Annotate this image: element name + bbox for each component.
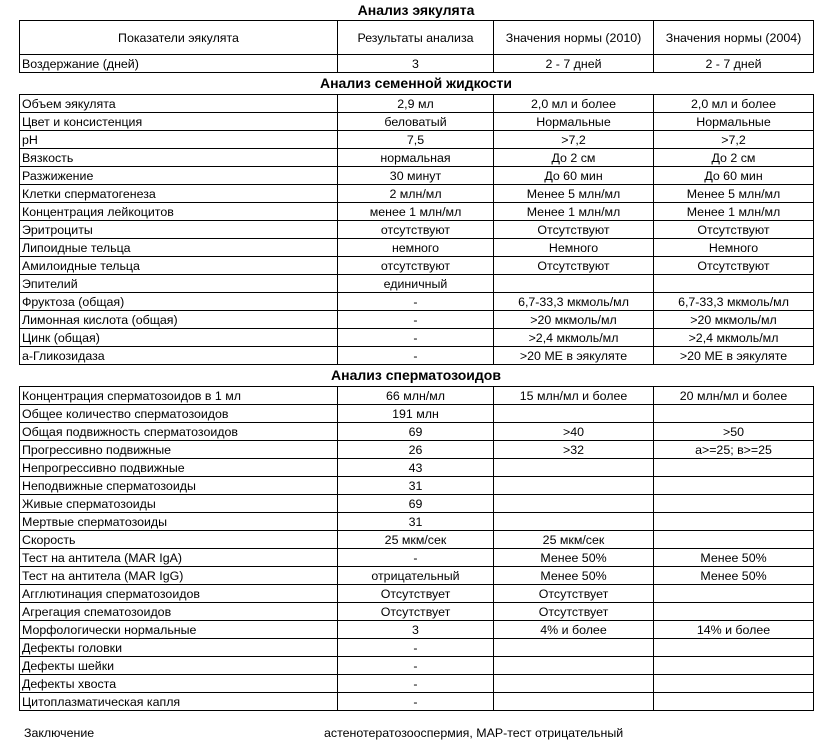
table-row (20, 203, 814, 221)
row-norm-2004: Нормальные (654, 113, 814, 131)
row-label: а-Гликозидаза (20, 347, 338, 365)
row-result: Отсутствует (338, 585, 494, 603)
row-label: Агрегация спематозоидов (20, 603, 338, 621)
row-norm-2010: До 2 см (494, 149, 654, 167)
row-norm-2004: Отсутствуют (654, 221, 814, 239)
row-norm-2004 (654, 639, 814, 657)
row-result: 2 млн/мл (338, 185, 494, 203)
row-norm-2004: Менее 5 млн/мл (654, 185, 814, 203)
row-label: Прогрессивно подвижные (20, 441, 338, 459)
section-title-seminal-fluid: Анализ семенной жидкости (319, 75, 513, 91)
row-norm-2010: >20 мкмоль/мл (494, 311, 654, 329)
table-row (20, 347, 814, 365)
header-norm-2010: Значения нормы (2010) (494, 21, 654, 55)
row-norm-2004 (654, 477, 814, 495)
table-row (20, 621, 814, 639)
row-norm-2010 (494, 495, 654, 513)
row-norm-2004: 6,7-33,3 мкмоль/мл (654, 293, 814, 311)
table-row (20, 311, 814, 329)
row-result: беловатый (338, 113, 494, 131)
row-norm-2004 (654, 693, 814, 711)
table-header-row (20, 21, 814, 55)
row-norm-2004: >2,4 мкмоль/мл (654, 329, 814, 347)
row-norm-2010: Отсутствуют (494, 221, 654, 239)
row-label: Тест на антитела (MAR IgG) (20, 567, 338, 585)
row-norm-2010: Менее 1 млн/мл (494, 203, 654, 221)
row-norm-2010: 2 - 7 дней (494, 55, 654, 73)
row-norm-2004: Немного (654, 239, 814, 257)
row-norm-2010 (494, 639, 654, 657)
row-label: Мертвые сперматозоиды (20, 513, 338, 531)
table-row (20, 405, 814, 423)
row-result: отрицательный (338, 567, 494, 585)
row-norm-2004: >20 МЕ в эякуляте (654, 347, 814, 365)
row-result: 25 мкм/сек (338, 531, 494, 549)
row-norm-2010: Менее 5 млн/мл (494, 185, 654, 203)
row-label: Морфологически нормальные (20, 621, 338, 639)
row-label: Дефекты шейки (20, 657, 338, 675)
table-row (20, 513, 814, 531)
row-norm-2004: До 60 мин (654, 167, 814, 185)
row-result: 2,9 мл (338, 95, 494, 113)
table-row (20, 675, 814, 693)
row-norm-2004: Отсутствуют (654, 257, 814, 275)
row-norm-2004: До 2 см (654, 149, 814, 167)
table-row (20, 185, 814, 203)
row-label: Эритроциты (20, 221, 338, 239)
row-norm-2004 (654, 275, 814, 293)
row-result: отсутствуют (338, 221, 494, 239)
table-row (20, 657, 814, 675)
table-row (20, 275, 814, 293)
row-norm-2010: >2,4 мкмоль/мл (494, 329, 654, 347)
row-label: Фруктоза (общая) (20, 293, 338, 311)
row-label: Концентрация сперматозоидов в 1 мл (20, 387, 338, 405)
conclusion-value: астенотератозооспермия, МАР-тест отрицательный (324, 726, 624, 740)
row-norm-2010 (494, 513, 654, 531)
table-row (20, 459, 814, 477)
table-row (20, 477, 814, 495)
row-norm-2004: 2,0 мл и более (654, 95, 814, 113)
row-norm-2010: >20 МЕ в эякуляте (494, 347, 654, 365)
row-result: 191 млн (338, 405, 494, 423)
table-row (20, 239, 814, 257)
section-title-sperm: Анализ сперматозоидов (331, 367, 501, 383)
row-label: Тест на антитела (MAR IgA) (20, 549, 338, 567)
row-label: Липоидные тельца (20, 239, 338, 257)
row-norm-2010 (494, 675, 654, 693)
row-label: Концентрация лейкоцитов (20, 203, 338, 221)
table-row (20, 293, 814, 311)
table-row (20, 423, 814, 441)
row-label: Цвет и консистенция (20, 113, 338, 131)
table-row (20, 329, 814, 347)
row-result: 3 (338, 55, 494, 73)
table-row (20, 567, 814, 585)
table-row (20, 441, 814, 459)
row-norm-2010: Отсутствуют (494, 257, 654, 275)
row-label: Скорость (20, 531, 338, 549)
row-result: 43 (338, 459, 494, 477)
row-norm-2004: >7,2 (654, 131, 814, 149)
row-label: Объем эякулята (20, 95, 338, 113)
table-row (20, 639, 814, 657)
row-norm-2010 (494, 657, 654, 675)
table-row (20, 131, 814, 149)
row-result: - (338, 293, 494, 311)
table-row (20, 387, 814, 405)
table-row (20, 603, 814, 621)
table-row (20, 693, 814, 711)
row-norm-2004: Менее 50% (654, 567, 814, 585)
row-norm-2010: До 60 мин (494, 167, 654, 185)
row-norm-2004: 14% и более (654, 621, 814, 639)
row-result: - (338, 329, 494, 347)
row-norm-2010: 25 мкм/сек (494, 531, 654, 549)
row-norm-2010: Нормальные (494, 113, 654, 131)
table-row (20, 257, 814, 275)
row-norm-2004: Менее 50% (654, 549, 814, 567)
row-norm-2004 (654, 603, 814, 621)
row-label: Цитоплазматическая капля (20, 693, 338, 711)
row-result: - (338, 311, 494, 329)
row-norm-2004 (654, 675, 814, 693)
row-result: 26 (338, 441, 494, 459)
row-norm-2004 (654, 531, 814, 549)
row-norm-2010: Немного (494, 239, 654, 257)
row-result: 30 минут (338, 167, 494, 185)
row-label: Дефекты хвоста (20, 675, 338, 693)
row-label: Общее количество сперматозоидов (20, 405, 338, 423)
row-norm-2010 (494, 405, 654, 423)
seminal-fluid-table (19, 94, 814, 365)
row-norm-2010: >32 (494, 441, 654, 459)
row-label: Эпителий (20, 275, 338, 293)
row-norm-2010: >40 (494, 423, 654, 441)
table-row (20, 167, 814, 185)
row-result: менее 1 млн/мл (338, 203, 494, 221)
row-norm-2004: >50 (654, 423, 814, 441)
row-label: Агглютинация сперматозоидов (20, 585, 338, 603)
row-norm-2010: Отсутствует (494, 585, 654, 603)
row-result: 31 (338, 477, 494, 495)
row-norm-2010: 6,7-33,3 мкмоль/мл (494, 293, 654, 311)
row-norm-2010: Отсутствует (494, 603, 654, 621)
row-label: Общая подвижность сперматозоидов (20, 423, 338, 441)
row-result: - (338, 693, 494, 711)
conclusion-label: Заключение (24, 726, 95, 740)
row-norm-2004 (654, 459, 814, 477)
row-label: Живые сперматозоиды (20, 495, 338, 513)
row-norm-2010 (494, 477, 654, 495)
row-norm-2010: 4% и более (494, 621, 654, 639)
header-results: Результаты анализа (338, 21, 494, 55)
row-norm-2004: a>=25; в>=25 (654, 441, 814, 459)
row-norm-2010: Менее 50% (494, 549, 654, 567)
row-result: Отсутствует (338, 603, 494, 621)
row-norm-2004 (654, 585, 814, 603)
row-label: Воздержание (дней) (20, 55, 338, 73)
row-result: 31 (338, 513, 494, 531)
row-norm-2010: Менее 50% (494, 567, 654, 585)
table-row (20, 113, 814, 131)
row-label: Неподвижные сперматозоиды (20, 477, 338, 495)
report-title: Анализ эякулята (357, 2, 475, 18)
table-row (20, 221, 814, 239)
row-label: Непрогрессивно подвижные (20, 459, 338, 477)
header-table (19, 20, 814, 73)
row-norm-2004: 20 млн/мл и более (654, 387, 814, 405)
table-row (20, 149, 814, 167)
row-result: 69 (338, 423, 494, 441)
row-norm-2004 (654, 495, 814, 513)
row-norm-2004: 2 - 7 дней (654, 55, 814, 73)
row-result: отсутствуют (338, 257, 494, 275)
row-result: нормальная (338, 149, 494, 167)
row-result: немного (338, 239, 494, 257)
row-norm-2004 (654, 405, 814, 423)
table-row (20, 585, 814, 603)
row-label: Клетки сперматогенеза (20, 185, 338, 203)
row-label: Разжижение (20, 167, 338, 185)
row-label: Лимонная кислота (общая) (20, 311, 338, 329)
row-label: Вязкость (20, 149, 338, 167)
row-norm-2010: >7,2 (494, 131, 654, 149)
row-label: pH (20, 131, 338, 149)
row-label: Дефекты головки (20, 639, 338, 657)
row-result: 7,5 (338, 131, 494, 149)
report (19, 0, 813, 711)
header-norm-2004: Значения нормы (2004) (654, 21, 814, 55)
table-row (20, 495, 814, 513)
row-norm-2004 (654, 513, 814, 531)
row-result: 3 (338, 621, 494, 639)
row-result: единичный (338, 275, 494, 293)
row-norm-2010 (494, 459, 654, 477)
row-result: - (338, 657, 494, 675)
row-norm-2010: 15 млн/мл и более (494, 387, 654, 405)
row-norm-2010 (494, 275, 654, 293)
row-norm-2004 (654, 657, 814, 675)
table-row (20, 549, 814, 567)
row-result: 66 млн/мл (338, 387, 494, 405)
row-label: Амилоидные тельца (20, 257, 338, 275)
row-norm-2010 (494, 693, 654, 711)
row-norm-2010: 2,0 мл и более (494, 95, 654, 113)
header-indicators: Показатели эякулята (20, 21, 338, 55)
table-row (20, 55, 814, 73)
row-result: 69 (338, 495, 494, 513)
table-row (20, 531, 814, 549)
row-label: Цинк (общая) (20, 329, 338, 347)
row-result: - (338, 347, 494, 365)
row-result: - (338, 639, 494, 657)
row-result: - (338, 675, 494, 693)
row-norm-2004: Менее 1 млн/мл (654, 203, 814, 221)
table-row (20, 95, 814, 113)
row-result: - (338, 549, 494, 567)
row-norm-2004: >20 мкмоль/мл (654, 311, 814, 329)
sperm-table (19, 386, 814, 711)
